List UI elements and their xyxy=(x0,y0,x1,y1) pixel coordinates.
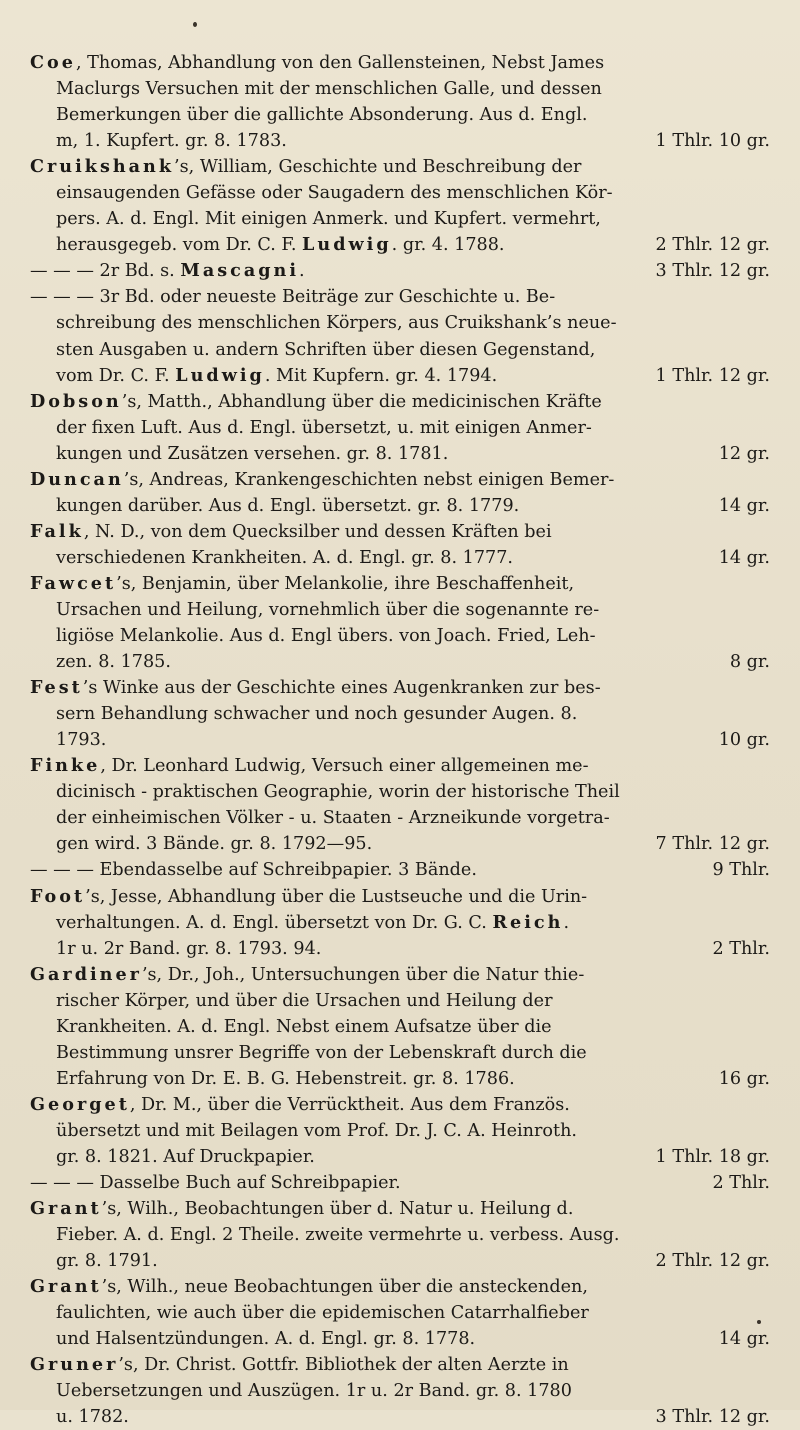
catalog-entry xyxy=(30,154,770,258)
author-name: Fest xyxy=(30,677,83,699)
entry-line-text xyxy=(56,545,513,571)
entry-line-text xyxy=(56,1404,129,1430)
price: 2 Thlr. xyxy=(712,1173,770,1194)
text-run: ’s Winke aus der Geschichte eines Augenkranken zur bes- xyxy=(82,678,601,699)
catalog-entry xyxy=(30,675,770,753)
entry-line xyxy=(30,232,770,258)
entry-line xyxy=(30,363,770,389)
text-run: — — — Dasselbe Buch auf Schreibpapier. xyxy=(30,1173,401,1194)
price: 7 Thlr. 12 gr. xyxy=(655,834,770,855)
catalog-entry xyxy=(30,753,770,857)
text-run: Erfahrung von Dr. E. B. G. Hebenstreit. gr. 8. 1786. xyxy=(56,1068,515,1089)
entry-line-text xyxy=(56,988,553,1014)
entry-line xyxy=(30,936,770,962)
entry-line-text xyxy=(56,805,610,831)
text-run: kungen und Zusätzen versehen. gr. 8. 1781. xyxy=(56,443,449,464)
text-run: — — — Ebendasselbe auf Schreibpapier. 3 Bände. xyxy=(30,860,477,881)
text-run: faulichten, wie auch über die epidemischen Catarrhalfieber xyxy=(56,1303,589,1324)
author-name: Coe xyxy=(30,52,76,73)
entry-line-text xyxy=(30,1170,401,1196)
entry-line xyxy=(30,1196,770,1222)
entry-line xyxy=(30,519,770,545)
text-run: gr. 8. 1791. xyxy=(56,1251,158,1272)
entry-line-text xyxy=(30,1092,570,1118)
entry-line-text xyxy=(56,337,595,363)
entry-line xyxy=(30,1170,770,1196)
text-run: Bemerkungen über die gallichte Absonderung. Aus d. Engl. xyxy=(56,105,588,126)
author-name: Dobson xyxy=(30,390,122,412)
entry-line-text xyxy=(56,597,599,623)
text-run: . Mit Kupfern. gr. 4. 1794. xyxy=(264,365,498,386)
text-run: Krankheiten. A. d. Engl. Nebst einem Aufsatze über die xyxy=(56,1016,552,1037)
text-run: — — — 2r Bd. s. xyxy=(30,261,181,282)
entry-line xyxy=(30,258,770,284)
entry-line xyxy=(30,1300,770,1326)
catalog-entry xyxy=(30,1352,770,1430)
text-run: , N. D., von dem Quecksilber und dessen Kräften bei xyxy=(83,521,552,542)
entry-line-text xyxy=(30,857,477,883)
entry-line-text xyxy=(30,675,601,701)
price: 2 Thlr. 12 gr. xyxy=(655,235,770,256)
text-run: rischer Körper, und über die Ursachen und Heilung der xyxy=(56,990,553,1011)
entry-line-text xyxy=(56,232,505,258)
entry-line xyxy=(30,467,770,493)
entry-line-text xyxy=(56,180,613,206)
price: 2 Thlr. xyxy=(712,938,770,959)
entry-line-text xyxy=(56,1014,552,1040)
entry-line xyxy=(30,1248,770,1274)
text-run: verschiedenen Krankheiten. A. d. Engl. gr. 8. 1777. xyxy=(56,547,514,568)
text-run: gen wird. 3 Bände. gr. 8. 1792—95. xyxy=(56,834,373,855)
text-run: übersetzt und mit Beilagen vom Prof. Dr. J. C. A. Heinroth. xyxy=(56,1120,578,1141)
entry-line xyxy=(30,571,770,597)
text-run: zen. 8. 1785. xyxy=(56,652,171,673)
entry-line xyxy=(30,1222,770,1248)
text-run: ’s, Benjamin, über Melankolie, ihre Beschaffenheit, xyxy=(116,573,575,594)
text-run: sten Ausgaben u. andern Schriften über diesen Gegenstand, xyxy=(56,339,596,360)
entry-line-text xyxy=(56,1040,587,1066)
entry-line xyxy=(30,857,770,883)
entry-line xyxy=(30,206,770,232)
entry-line xyxy=(30,1092,770,1118)
price: 14 gr. xyxy=(718,1329,770,1350)
entry-line-text xyxy=(56,1118,577,1144)
catalog-entry xyxy=(30,50,770,154)
text-run: der einheimischen Völker - u. Staaten - Arzneikunde vorgetra- xyxy=(56,808,610,829)
entry-line xyxy=(30,1040,770,1066)
entry-line xyxy=(30,1144,770,1170)
text-run: ’s, Wilh., neue Beobachtungen über die ansteckenden, xyxy=(101,1277,588,1298)
text-run: . gr. 4. 1788. xyxy=(391,235,505,256)
entry-line xyxy=(30,493,770,519)
text-run: Fieber. A. d. Engl. 2 Theile. zweite vermehrte u. verbess. Ausg. xyxy=(56,1225,620,1246)
catalog-entry xyxy=(30,1274,770,1352)
price: 14 gr. xyxy=(718,495,770,516)
entry-line-text xyxy=(56,206,601,232)
entry-line xyxy=(30,988,770,1014)
entry-line-text xyxy=(56,649,171,675)
entry-line-text xyxy=(56,831,372,857)
entry-line xyxy=(30,284,770,310)
author-name: Grant xyxy=(30,1198,102,1220)
text-run: Ursachen und Heilung, vornehmlich über die sogenannte re- xyxy=(56,599,600,620)
entry-line xyxy=(30,337,770,363)
entry-line xyxy=(30,50,770,76)
catalog-entry xyxy=(30,284,770,388)
entry-line xyxy=(30,102,770,128)
entry-line-text xyxy=(56,701,577,727)
entry-line-text xyxy=(30,753,589,779)
entry-line-text xyxy=(30,1196,573,1222)
text-run: gr. 8. 1821. Auf Druckpapier. xyxy=(56,1146,315,1167)
text-run: ’s, Dr., Joh., Untersuchungen über die Natur thie- xyxy=(141,964,585,985)
price: 8 gr. xyxy=(729,652,770,673)
entry-line-text xyxy=(56,310,617,336)
price: 16 gr. xyxy=(718,1068,770,1089)
text-run: ’s, Andreas, Krankengeschichten nebst einigen Bemer- xyxy=(123,469,615,490)
catalog-entry xyxy=(30,962,770,1092)
entry-line xyxy=(30,1326,770,1352)
entry-line xyxy=(30,545,770,571)
author-name: Duncan xyxy=(30,468,124,490)
entry-line-text xyxy=(56,76,602,102)
entry-line-text xyxy=(30,467,614,493)
entry-line xyxy=(30,1014,770,1040)
catalog-entry xyxy=(30,884,770,962)
author-name: Gardiner xyxy=(30,963,142,985)
entry-line-text xyxy=(56,727,106,753)
author-name: Ludwig xyxy=(175,364,265,386)
entry-line xyxy=(30,597,770,623)
entry-line xyxy=(30,805,770,831)
entry-line-text xyxy=(56,910,569,936)
price: 3 Thlr. 12 gr. xyxy=(655,261,770,282)
entry-line-text xyxy=(30,284,555,310)
entry-line-text xyxy=(56,493,519,519)
catalog-entry xyxy=(30,389,770,467)
text-run: dicinisch - praktischen Geographie, worin der historische Theil xyxy=(56,782,620,803)
ink-speck xyxy=(757,1320,761,1324)
text-run: 1793. xyxy=(56,730,107,751)
entry-line-text xyxy=(30,884,587,910)
text-run: ligiöse Melankolie. Aus d. Engl übers. von Joach. Fried, Leh- xyxy=(56,626,596,647)
text-run: ’s, Wilh., Beobachtungen über d. Natur u. Heilung d. xyxy=(101,1199,574,1220)
entry-line-text xyxy=(56,1248,158,1274)
price: 1 Thlr. 18 gr. xyxy=(655,1146,770,1167)
entry-line xyxy=(30,675,770,701)
author-name: Finke xyxy=(30,755,101,777)
entry-line-text xyxy=(30,1274,588,1300)
text-run: . xyxy=(563,912,570,933)
price: 14 gr. xyxy=(718,547,770,568)
entry-line-text xyxy=(56,623,596,649)
text-run: und Halsentzündungen. A. d. Engl. gr. 8. 1778. xyxy=(56,1329,476,1350)
entry-line xyxy=(30,884,770,910)
entry-line-text xyxy=(56,128,287,154)
entry-line xyxy=(30,128,770,154)
author-name: Fawcet xyxy=(30,572,117,594)
entry-line-text xyxy=(56,1300,589,1326)
entry-line-text xyxy=(30,50,604,76)
entry-line xyxy=(30,727,770,753)
price: 9 Thlr. xyxy=(712,860,770,881)
catalog-entry xyxy=(30,1196,770,1274)
entry-line-text xyxy=(56,102,587,128)
author-name: Reich xyxy=(492,911,564,933)
entry-line xyxy=(30,753,770,779)
entry-line-text xyxy=(30,258,305,284)
text-run: sern Behandlung schwacher und noch gesunder Augen. 8. xyxy=(56,704,578,725)
text-run: Uebersetzungen und Auszügen. 1r u. 2r Band. gr. 8. 1780 xyxy=(56,1381,572,1402)
price: 12 gr. xyxy=(718,443,770,464)
entry-line xyxy=(30,310,770,336)
text-run: verhaltungen. A. d. Engl. übersetzt von Dr. G. C. xyxy=(56,912,493,933)
price: 2 Thlr. 12 gr. xyxy=(655,1251,770,1272)
entry-line-text xyxy=(30,1352,569,1378)
entry-line-text xyxy=(30,154,581,180)
text-run: herausgegeb. vom Dr. C. F. xyxy=(56,235,303,256)
entry-line xyxy=(30,154,770,180)
author-name: Ludwig xyxy=(302,234,392,256)
catalog-entry xyxy=(30,519,770,571)
text-run: Maclurgs Versuchen mit der menschlichen Galle, und dessen xyxy=(56,79,602,100)
entry-line xyxy=(30,623,770,649)
text-run: einsaugenden Gefässe oder Saugadern des menschlichen Kör- xyxy=(56,183,613,204)
text-run: , Thomas, Abhandlung von den Gallensteinen, Nebst James xyxy=(75,53,605,73)
text-run: . xyxy=(299,261,305,282)
text-run: der fixen Luft. Aus d. Engl. übersetzt, u. mit einigen Anmer- xyxy=(56,417,592,438)
author-name: Mascagni xyxy=(180,260,300,282)
author-name: Foot xyxy=(30,885,86,907)
entry-line xyxy=(30,779,770,805)
entry-line-text xyxy=(56,1222,620,1248)
author-name: Grant xyxy=(30,1276,102,1298)
catalog-entry xyxy=(30,571,770,675)
entry-line-text xyxy=(30,571,574,597)
price: 1 Thlr. 10 gr. xyxy=(655,131,770,152)
entry-line xyxy=(30,649,770,675)
entry-line xyxy=(30,180,770,206)
entry-line xyxy=(30,910,770,936)
entry-line-text xyxy=(56,936,321,962)
entry-line xyxy=(30,76,770,102)
text-run: vom Dr. C. F. xyxy=(56,365,176,386)
text-run: ’s, Dr. Christ. Gottfr. Bibliothek der alten Aerzte in xyxy=(118,1355,569,1376)
author-name: Cruikshank xyxy=(30,156,175,178)
entry-line xyxy=(30,1118,770,1144)
text-run: 1r u. 2r Band. gr. 8. 1793. 94. xyxy=(56,938,322,959)
entry-line-text xyxy=(56,1066,515,1092)
entry-line xyxy=(30,1066,770,1092)
text-run: m, 1. Kupfert. gr. 8. 1783. xyxy=(56,131,287,152)
entry-line-text xyxy=(56,779,620,805)
author-name: Falk xyxy=(30,520,84,542)
entry-line-text xyxy=(56,415,592,441)
text-run: — — — 3r Bd. oder neueste Beiträge zur Geschichte u. Be- xyxy=(30,287,556,308)
entry-line-text xyxy=(56,1326,475,1352)
entry-line xyxy=(30,1404,770,1430)
text-run: schreibung des menschlichen Körpers, aus Cruikshank’s neue- xyxy=(56,313,617,334)
entry-line xyxy=(30,1274,770,1300)
catalog-entry xyxy=(30,1092,770,1170)
author-name: Georget xyxy=(30,1093,130,1115)
entry-line xyxy=(30,441,770,467)
price: 10 gr. xyxy=(718,730,770,751)
entry-line xyxy=(30,701,770,727)
entry-line xyxy=(30,831,770,857)
price: 1 Thlr. 12 gr. xyxy=(655,365,770,386)
catalog-entry xyxy=(30,467,770,519)
entry-line xyxy=(30,1352,770,1378)
catalog-entry xyxy=(30,1170,770,1196)
catalog-entry xyxy=(30,857,770,883)
ink-speck xyxy=(193,22,197,27)
entry-line-text xyxy=(56,1144,315,1170)
entry-line xyxy=(30,1378,770,1404)
text-run: Bestimmung unsrer Begriffe von der Lebenskraft durch die xyxy=(56,1042,587,1063)
text-run: ’s, William, Geschichte und Beschreibung der xyxy=(174,157,582,178)
entry-line-text xyxy=(56,1378,572,1404)
entry-line-text xyxy=(30,389,602,415)
entry-line-text xyxy=(56,441,448,467)
text-run: u. 1782. xyxy=(56,1407,129,1428)
entry-line xyxy=(30,389,770,415)
text-run: kungen darüber. Aus d. Engl. übersetzt. gr. 8. 1779. xyxy=(56,495,520,516)
text-run: ’s, Jesse, Abhandlung über die Lustseuche und die Urin- xyxy=(85,886,588,907)
entry-line xyxy=(30,415,770,441)
text-run: , Dr. Leonhard Ludwig, Versuch einer allgemeinen me- xyxy=(100,756,589,777)
text-run: pers. A. d. Engl. Mit einigen Anmerk. und Kupfert. vermehrt, xyxy=(56,209,601,230)
author-name: Gruner xyxy=(30,1354,119,1376)
entry-line-text xyxy=(56,363,497,389)
price: 3 Thlr. 12 gr. xyxy=(655,1407,770,1428)
entry-line-text xyxy=(30,519,552,545)
text-run: ’s, Matth., Abhandlung über die medicinischen Kräfte xyxy=(121,391,602,412)
catalog-text xyxy=(30,50,770,1430)
entry-line xyxy=(30,962,770,988)
text-run: , Dr. M., über die Verrücktheit. Aus dem Französ. xyxy=(129,1094,570,1115)
entry-line-text xyxy=(30,962,584,988)
catalog-entry xyxy=(30,258,770,284)
